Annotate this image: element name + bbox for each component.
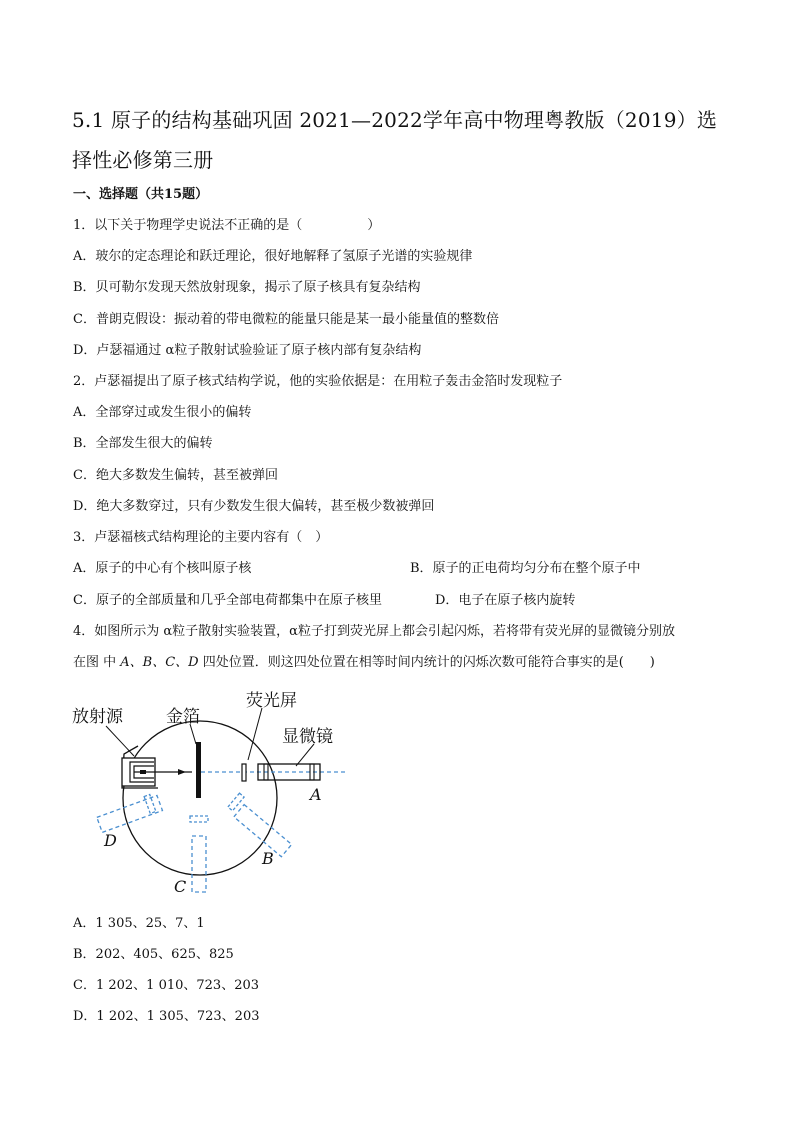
question-4-option-b: B．202、405、625、825 [73,947,234,962]
question-4-stem-line-1: 4．如图所示为 α粒子散射实验装置，α粒子打到荧光屏上都会引起闪烁，若将带有荧光屏的显微镜分别放 [73,624,675,639]
question-4-option-a: A．1 305、25、7、1 [73,916,205,931]
question-4-option-c: C．1 202、1 010、723、203 [73,978,260,993]
q4-stem2-letters: A、B、C、D [120,655,199,670]
question-2-stem: 2．卢瑟福提出了原子核式结构学说，他的实验依据是：在用粒子轰击金箔时发现粒子 [73,374,563,389]
section-heading: 一、选择题（共15题） [73,187,209,202]
question-1-option-c: C．普朗克假设：振动着的带电微粒的能量只能是某一最小能量值的整数倍 [73,312,499,327]
position-c-label: C [174,877,187,896]
question-2-option-d: D．绝大多数穿过，只有少数发生很大偏转，甚至极少数被弹回 [73,499,435,514]
question-4-stem-line-2 [73,654,655,672]
position-b-label: B [262,849,274,868]
question-1-option-d: D．卢瑟福通过 α粒子散射试验验证了原子核内部有复杂结构 [73,343,422,358]
screen-b [228,793,244,811]
page-title: 5.1 原子的结构基础巩固 2021—2022学年高中物理粤教版（2019）选择性必修第三册 [72,108,718,172]
screen-c [190,816,208,822]
question-3-option-c: C．原子的全部质量和几乎全部电荷都集中在原子核里 [73,593,382,608]
microscope-label: 显微镜 [282,727,333,747]
question-3-stem: 3．卢瑟福核式结构理论的主要内容有（ ） [73,530,329,545]
question-1-option-b: B．贝可勒尔发现天然放射现象，揭示了原子核具有复杂结构 [73,280,421,295]
gold-foil [196,742,201,798]
position-d-label: D [104,831,117,850]
question-2-option-a: A．全部穿过或发生很小的偏转 [73,405,252,420]
beam-arrow [178,769,186,775]
question-1-stem: 1．以下关于物理学史说法不正确的是（ ） [73,218,381,233]
microscope-c [192,836,206,892]
alpha-scattering-figure [66,686,356,902]
question-3-option-a: A．原子的中心有个核叫原子核 [73,561,252,576]
position-a-label: A [310,785,322,804]
source-core [140,770,146,774]
question-3-option-d: D．电子在原子核内旋转 [435,593,576,608]
q4-stem2-post: 四处位置．则这四处位置在相等时间内统计的闪烁次数可能符合事实的是( ) [198,655,655,670]
question-2-option-c: C．绝大多数发生偏转，甚至被弹回 [73,468,278,483]
source-label: 放射源 [72,707,123,727]
question-4-option-d: D．1 202、1 305、723、203 [73,1009,260,1024]
question-1-option-a: A．玻尔的定态理论和跃迁理论，很好地解释了氢原子光谱的实验规律 [73,249,473,264]
question-3-option-b: B．原子的正电荷均匀分布在整个原子中 [410,561,641,576]
microscope-d [97,795,163,832]
screen-label: 荧光屏 [246,691,297,711]
fluorescent-screen [242,764,246,781]
foil-label: 金箔 [166,707,200,727]
q4-stem2-pre: 在图 中 [73,655,121,670]
question-2-option-b: B．全部发生很大的偏转 [73,436,213,451]
